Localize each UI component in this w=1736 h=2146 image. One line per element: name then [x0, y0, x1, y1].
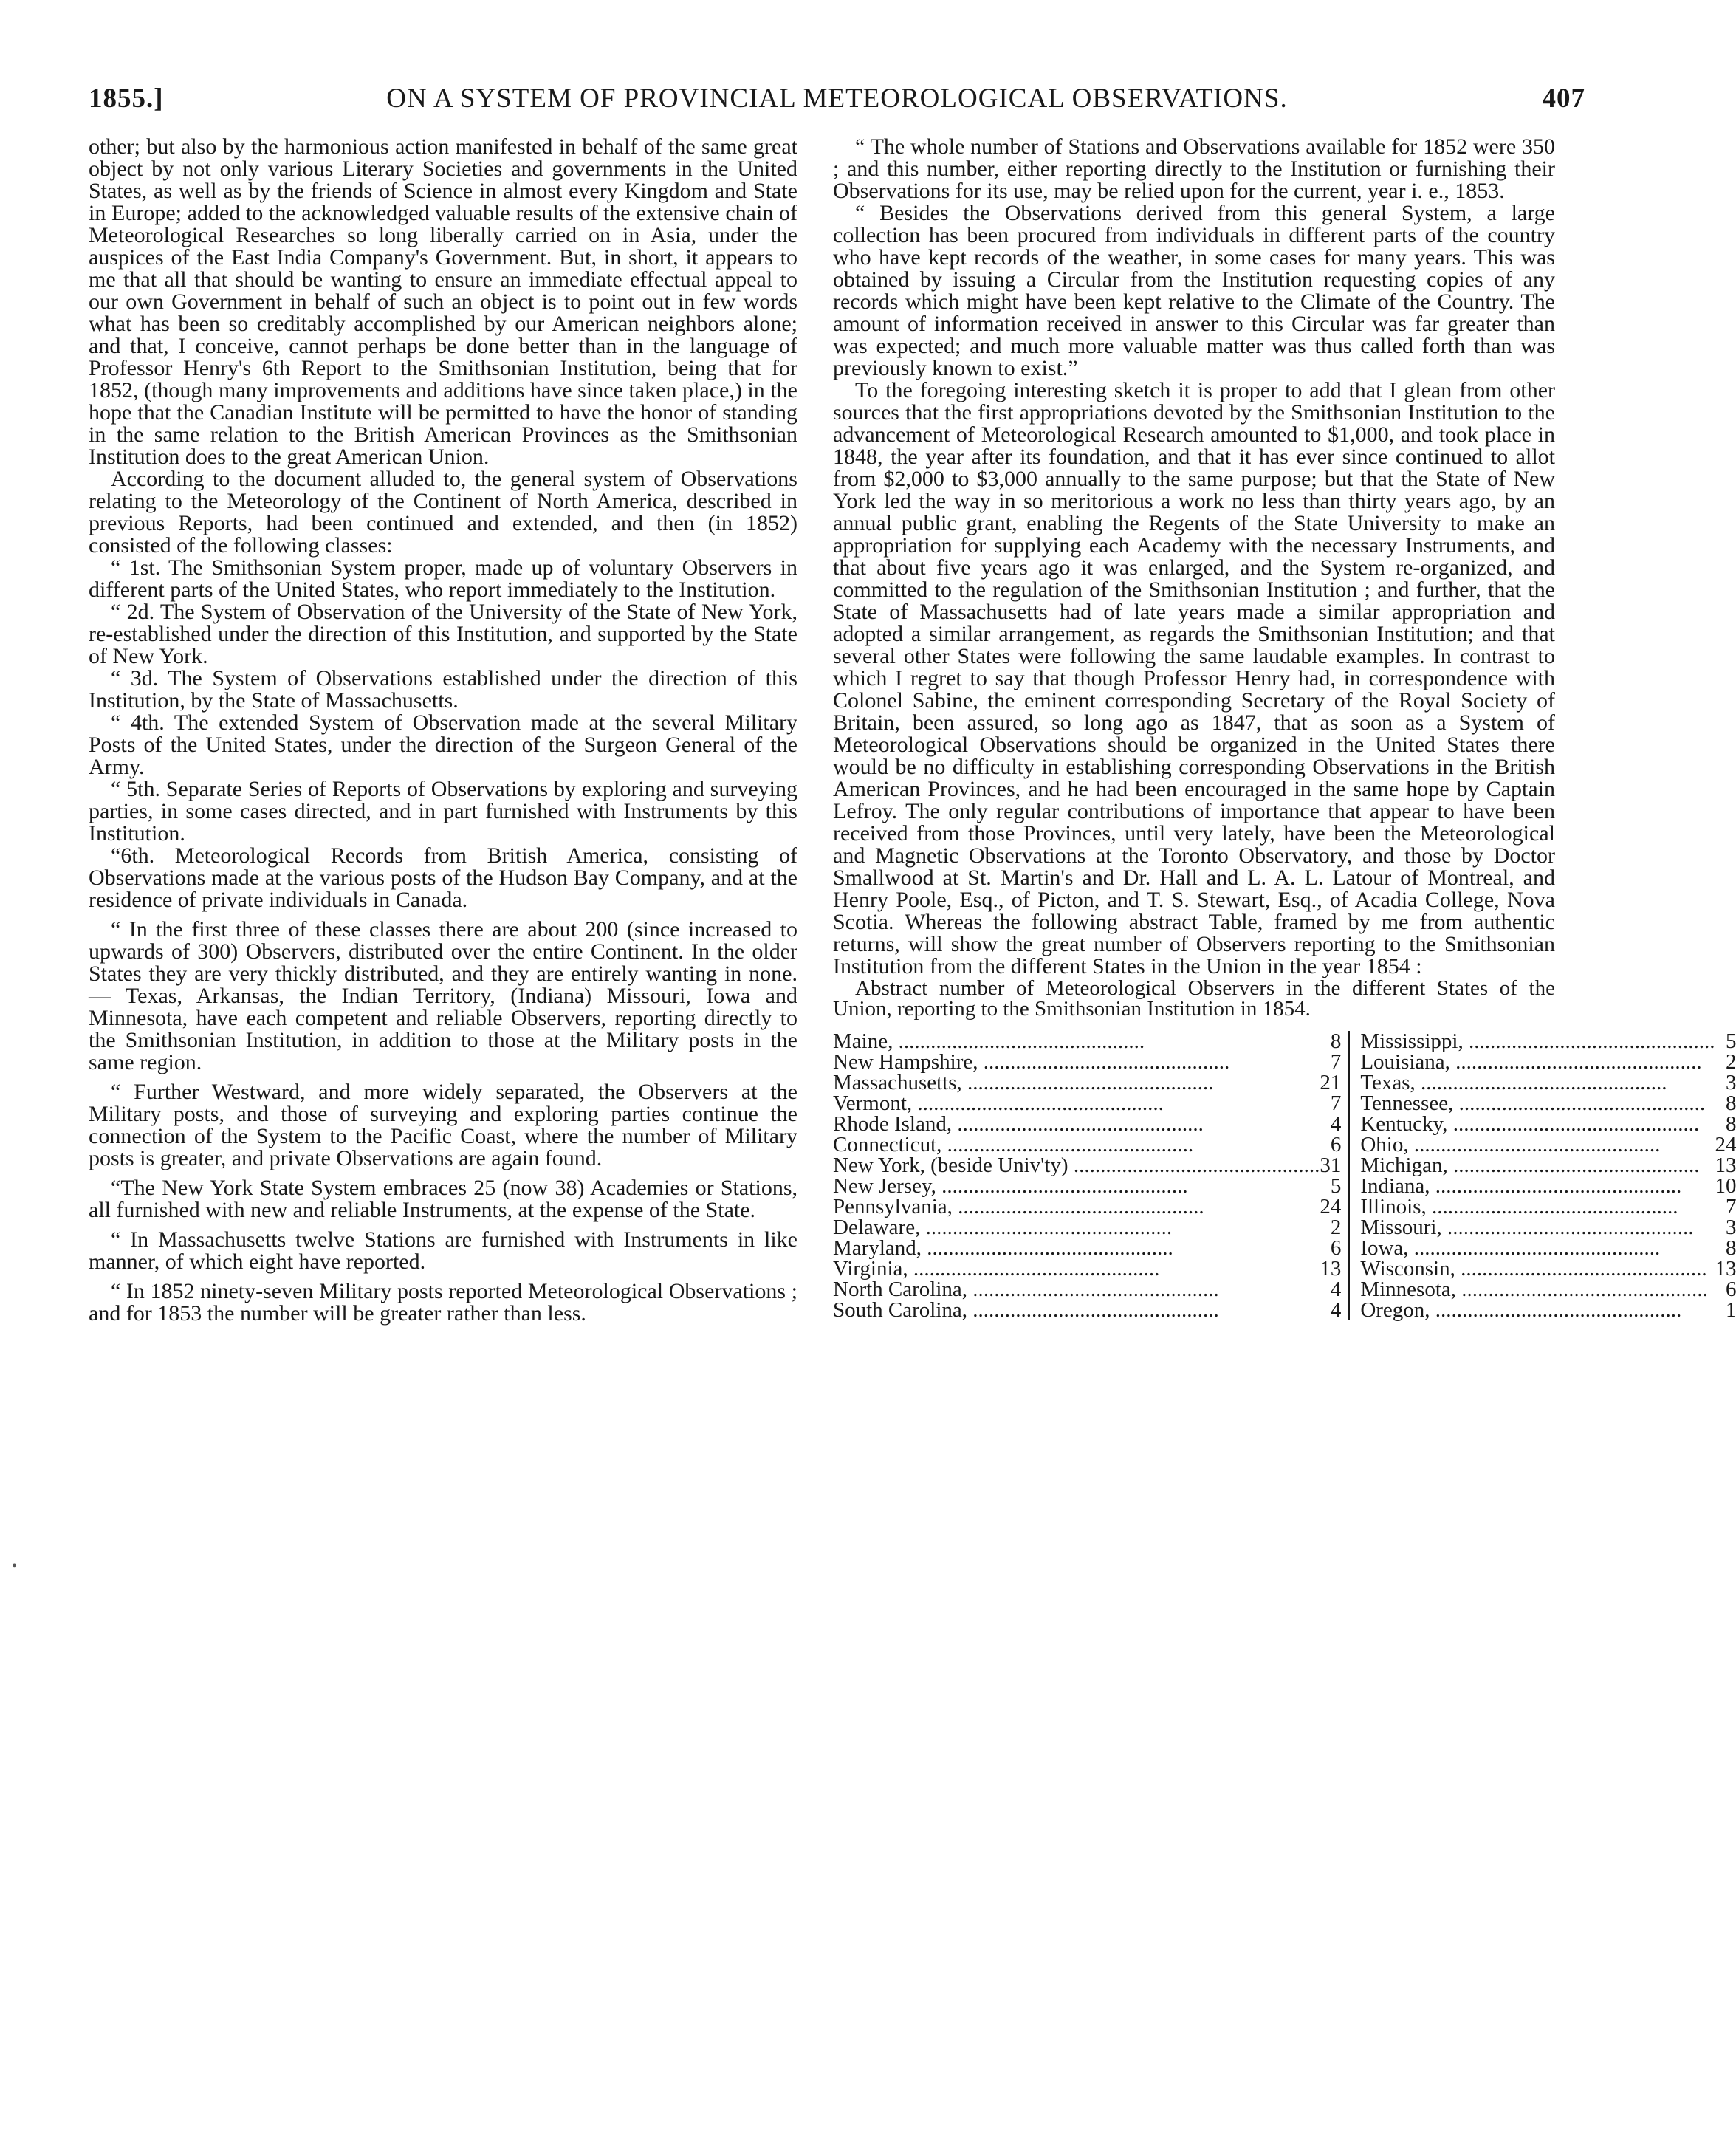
observer-count [1715, 1031, 1736, 1052]
observer-count-text: 2 [1725, 1050, 1736, 1074]
observer-count [1320, 1114, 1349, 1134]
observer-count [1320, 1176, 1349, 1196]
state-name [1350, 1155, 1715, 1176]
state-name-text: Iowa, ..... [1360, 1236, 1660, 1260]
state-name-text: Maine, ..... [833, 1029, 1145, 1053]
state-name [833, 1238, 1320, 1258]
paragraph: “ In Massachusetts twelve Stations are furnished with Instruments in like manner, of which eight have reported. [89, 1227, 797, 1274]
table-row [833, 1238, 1736, 1258]
observer-count-text: 5 [1330, 1174, 1342, 1198]
observer-count-text: 6 [1725, 1278, 1736, 1301]
paragraph: “ 3d. The System of Observations established under the direction of this Institution, by the State of Massachusetts. [89, 666, 797, 713]
state-name [1350, 1031, 1715, 1052]
table-row [833, 1279, 1736, 1300]
table-row [833, 1176, 1736, 1196]
observer-count [1320, 1300, 1349, 1320]
table-row [833, 1134, 1736, 1155]
state-name [833, 1093, 1320, 1114]
state-name [833, 1217, 1320, 1238]
observer-count-text: 8 [1725, 1236, 1736, 1260]
observer-count-text: 21 [1320, 1071, 1342, 1094]
table-row [833, 1196, 1736, 1217]
state-name [1350, 1238, 1715, 1258]
observer-count [1320, 1258, 1349, 1279]
state-name [833, 1300, 1320, 1320]
state-name-text: Connecticut, ..... [833, 1133, 1193, 1156]
state-name [1350, 1114, 1715, 1134]
paragraph: “ 5th. Separate Series of Reports of Observations by exploring and surveying parties, in some cases directed, and in part furnished with Instruments by this Institution. [89, 777, 797, 846]
state-name-text: Wisconsin, ..... [1360, 1257, 1706, 1281]
table-row [833, 1114, 1736, 1134]
state-name [1350, 1300, 1715, 1320]
state-name [833, 1114, 1320, 1134]
observer-count [1715, 1134, 1736, 1155]
observer-count [1320, 1031, 1349, 1052]
state-name [1350, 1196, 1715, 1217]
observers-table [833, 1031, 1736, 1320]
state-name [833, 1258, 1320, 1279]
observer-count [1715, 1258, 1736, 1279]
table-row [833, 1258, 1736, 1279]
state-name-text: Maryland, ..... [833, 1236, 1173, 1260]
state-name-text: Louisiana, ..... [1360, 1050, 1701, 1074]
left-column [89, 136, 797, 1325]
state-name-text: Rhode Island, ..... [833, 1112, 1204, 1136]
state-name-text: Missouri, ..... [1360, 1216, 1693, 1239]
state-name [1350, 1072, 1715, 1093]
state-name-text: Tennessee, ..... [1360, 1091, 1705, 1115]
paragraph: According to the document alluded to, the general system of Observations relating to the Meteorology of the Continent of North America, described in previous Reports, had been continued and extended, and then (in 1852) consisted of the following classes: [89, 467, 797, 558]
observer-count-text: 10 [1715, 1174, 1736, 1198]
table-row [833, 1031, 1736, 1052]
state-name-text: North Carolina, ..... [833, 1278, 1219, 1301]
state-name-text: Michigan, ..... [1360, 1153, 1699, 1177]
paragraph: “ The whole number of Stations and Observations available for 1852 were 350 ; and this number, either reporting directly to the Institution or furnishing their Observations for its use, may be relied upon for the current, year i. e., 1853. [833, 134, 1555, 203]
state-name-text: New York, (beside Univ'ty) ..... [833, 1153, 1320, 1177]
state-name [1350, 1052, 1715, 1072]
state-name-text: Illinois, ..... [1360, 1195, 1678, 1218]
observer-count-text: 2 [1330, 1216, 1342, 1239]
observer-count-text: 1 [1725, 1298, 1736, 1322]
table-caption: Abstract number of Meteorological Observers in the different States of the Union, reporting to the Smithsonian Institution in 1854. [833, 976, 1555, 1021]
observer-count [1715, 1300, 1736, 1320]
paragraph: “The New York State System embraces 25 (now 38) Academies or Stations, all furnished with new and reliable Instruments, at the expense of the State. [89, 1176, 797, 1222]
observer-count-text: 4 [1330, 1112, 1342, 1136]
observer-count [1320, 1217, 1349, 1238]
observer-count [1715, 1155, 1736, 1176]
observer-count-text: 4 [1330, 1278, 1342, 1301]
observer-count-text: 6 [1330, 1236, 1342, 1260]
observer-count [1715, 1176, 1736, 1196]
state-name [833, 1072, 1320, 1093]
state-name-text: Indiana, ..... [1360, 1174, 1681, 1198]
observer-count-text: 5 [1725, 1029, 1736, 1053]
observer-count-text: 24 [1320, 1195, 1342, 1218]
observer-count [1320, 1238, 1349, 1258]
table-row [833, 1300, 1736, 1320]
page-number: 407 [1542, 83, 1585, 114]
observer-count [1715, 1279, 1736, 1300]
table-row [833, 1093, 1736, 1114]
observer-count [1715, 1196, 1736, 1217]
state-name [833, 1155, 1320, 1176]
table-row [833, 1072, 1736, 1093]
state-name-text: Massachusetts, ..... [833, 1071, 1214, 1094]
observer-count-text: 24 [1715, 1133, 1736, 1156]
state-name [1350, 1093, 1715, 1114]
observer-count [1320, 1052, 1349, 1072]
observer-count-text: 13 [1715, 1257, 1736, 1281]
state-name-text: Kentucky, ..... [1360, 1112, 1699, 1136]
state-name-text: South Carolina, ..... [833, 1298, 1219, 1322]
paragraph: “ In the first three of these classes there are about 200 (since increased to upwards of 300) Observers, distributed over the entire Continent. In the older States they are very thickly distributed, and they are entirely wanting in none.— Texas, Arkansas, the Indian Territory, (Indiana) Missouri, Iowa and Minnesota, have each competent and reliable Observers, reporting directly to the Smithsonian Institution, in addition to those at the Military posts in the same region. [89, 917, 797, 1074]
right-column [833, 134, 1736, 1322]
state-name-text: Delaware, ..... [833, 1216, 1172, 1239]
paragraph: “ In 1852 ninety-seven Military posts reported Meteorological Observations ; and for 1853 the number will be greater rather than less. [89, 1279, 797, 1326]
paragraph: “ 4th. The extended System of Observation made at the several Military Posts of the United States, under the direction of the Surgeon General of the Army. [89, 710, 797, 779]
paragraph: “ 1st. The Smithsonian System proper, made up of voluntary Observers in different parts of the United States, who report immediately to the Institution. [89, 555, 797, 602]
state-name-text: Minnesota, ..... [1360, 1278, 1707, 1301]
paragraph: “6th. Meteorological Records from British America, consisting of Observations made at the various posts of the Hudson Bay Company, and at the residence of private individuals in Canada. [89, 843, 797, 912]
observer-count [1320, 1155, 1349, 1176]
observer-count-text: 8 [1725, 1112, 1736, 1136]
observer-count-text: 3 [1725, 1071, 1736, 1094]
paragraph: “ Further Westward, and more widely separated, the Observers at the Military posts, and those of surveying and exploring parties continue the connection of the System to the Pacific Coast, where the number of Military posts is greater, and private Observations are again found. [89, 1080, 797, 1170]
observer-count [1715, 1093, 1736, 1114]
state-name-text: New Jersey, ..... [833, 1174, 1188, 1198]
table-row [833, 1052, 1736, 1072]
observer-count-text: 7 [1330, 1091, 1342, 1115]
observer-count [1320, 1093, 1349, 1114]
observer-count [1715, 1052, 1736, 1072]
observer-count [1320, 1196, 1349, 1217]
paragraph: “ 2d. The System of Observation of the University of the State of New York, re-established under the direction of this Institution, and supported by the State of New York. [89, 600, 797, 668]
header-title: ON A SYSTEM OF PROVINCIAL METEOROLOGICAL OBSERVATIONS. [386, 83, 1288, 114]
state-name [833, 1279, 1320, 1300]
state-name [833, 1031, 1320, 1052]
state-name [833, 1134, 1320, 1155]
state-name [833, 1196, 1320, 1217]
state-name [1350, 1279, 1715, 1300]
observer-count [1320, 1072, 1349, 1093]
table-row [833, 1155, 1736, 1176]
observers-table-body [833, 1031, 1736, 1320]
observer-count-text: 7 [1330, 1050, 1342, 1074]
state-name-text: Virginia, ..... [833, 1257, 1159, 1281]
observer-count-text: 8 [1330, 1029, 1342, 1053]
paragraph: To the foregoing interesting sketch it is proper to add that I glean from other sources that the first appropriations devoted by the Smithsonian Institution to the advancement of Meteorological Research amounted to $1,000, and took place in 1848, the year after its foundation, and that it has ever since continued to allot from $2,000 to $3,000 annually to the same purpose; but that the State of New York led the way in so meritorious a work no less than thirty years ago, by an annual public grant, enabling the Regents of the State University to make an appropriation for supplying each Academy with the necessary Instruments, and that about five years ago it was enlarged, and the System re-organized, and committed to the regulation of the Smithsonian Institution ; and further, that the State of Massachusetts had of late years made a similar appropriation and adopted a similar arrangement, as regards the Smithsonian Institution; and that several other States were following the same laudable examples. In contrast to which I regret to say that though Professor Henry had, in correspondence with Colonel Sabine, the eminent corresponding Secretary of the Royal Society of Britain, been assured, so long ago as 1847, that as soon as a System of Meteorological Observations should be organized in the United States there would be no difficulty in establishing corresponding Observations in the British American Provinces, and he had been encouraged in the same hope by Captain Lefroy. The only regular contributions of importance that appear to have been received from those Provinces, until very lately, have been the Meteorological and Magnetic Observations at the Toronto Observatory, and those by Doctor Smallwood at St. Martin's and Dr. Hall and L. A. L. Latour of Montreal, and Henry Poole, Esq., of Picton, and T. S. Stewart, Esq., of Acadia College, Nova Scotia. Whereas the following abstract Table, framed by me from authentic returns, will show the great number of Observers reporting to the Smithsonian Institution from the different States in the Union in the year 1854 : [833, 378, 1555, 978]
paragraph: “ Besides the Observations derived from this general System, a large collection has been procured from individuals in different parts of the country who have kept records of the weather, in some cases for many years. This was obtained by issuing a Circular from the Institution requesting copies of any records which might have been kept relative to the Climate of the Country. The amount of information received in answer to this Circular was far greater than was expected; and much more valuable matter was thus called forth than was previously known to exist.” [833, 201, 1555, 380]
table-row [833, 1217, 1736, 1238]
state-name [1350, 1258, 1715, 1279]
state-name-text: Ohio, ..... [1360, 1133, 1660, 1156]
state-name-text: Texas, ..... [1360, 1071, 1667, 1094]
observer-count-text: 13 [1320, 1257, 1342, 1281]
state-name-text: New Hampshire, ..... [833, 1050, 1229, 1074]
state-name-text: Pennsylvania, ..... [833, 1195, 1204, 1218]
observer-count-text: 6 [1330, 1133, 1342, 1156]
observer-count [1715, 1217, 1736, 1238]
observer-count-text: 3 [1725, 1216, 1736, 1239]
observer-count [1320, 1279, 1349, 1300]
running-header [89, 83, 1585, 127]
paragraph: other; but also by the harmonious action manifested in behalf of the same great object by not only various Literary Societies and governments in the United States, as well as by the friends of Science in almost every Kingdom and State in Europe; added to the acknowledged valuable results of the extensive chain of Meteorological Researches so long liberally carried on in Asia, under the auspices of the East India Company's Government. But, in short, it appears to me that all that should be wanting to ensure an immediate effectual appeal to our own Government in behalf of such an object is to point out in few words what has been so creditably accomplished by our American neighbors alone; and that, I conceive, cannot perhaps be done better than in the language of Professor Henry's 6th Report to the Smithsonian Institution, being that for 1852, (though many improvements and additions have since taken place,) in the hope that the Canadian Institute will be permitted to have the honor of standing in the same relation to the British American Provinces as the Smithsonian Institution does to the great American Union. [89, 134, 797, 469]
state-name [833, 1052, 1320, 1072]
state-name [1350, 1217, 1715, 1238]
state-name-text: Mississippi, ..... [1360, 1029, 1715, 1053]
state-name [1350, 1176, 1715, 1196]
observer-count [1715, 1072, 1736, 1093]
observer-count-text: 4 [1330, 1298, 1342, 1322]
state-name-text: Oregon, ..... [1360, 1298, 1681, 1322]
observer-count [1715, 1114, 1736, 1134]
state-name-text: Vermont, ..... [833, 1091, 1164, 1115]
header-year: 1855.] [89, 83, 164, 114]
state-name [1350, 1134, 1715, 1155]
observer-count-text: 13 [1715, 1153, 1736, 1177]
observer-count-text: 31 [1320, 1153, 1342, 1177]
observer-count-text: 7 [1725, 1195, 1736, 1218]
observer-count [1715, 1238, 1736, 1258]
observer-count-text: 8 [1725, 1091, 1736, 1115]
state-name [833, 1176, 1320, 1196]
print-speck: • [12, 1558, 18, 1574]
observer-count [1320, 1134, 1349, 1155]
